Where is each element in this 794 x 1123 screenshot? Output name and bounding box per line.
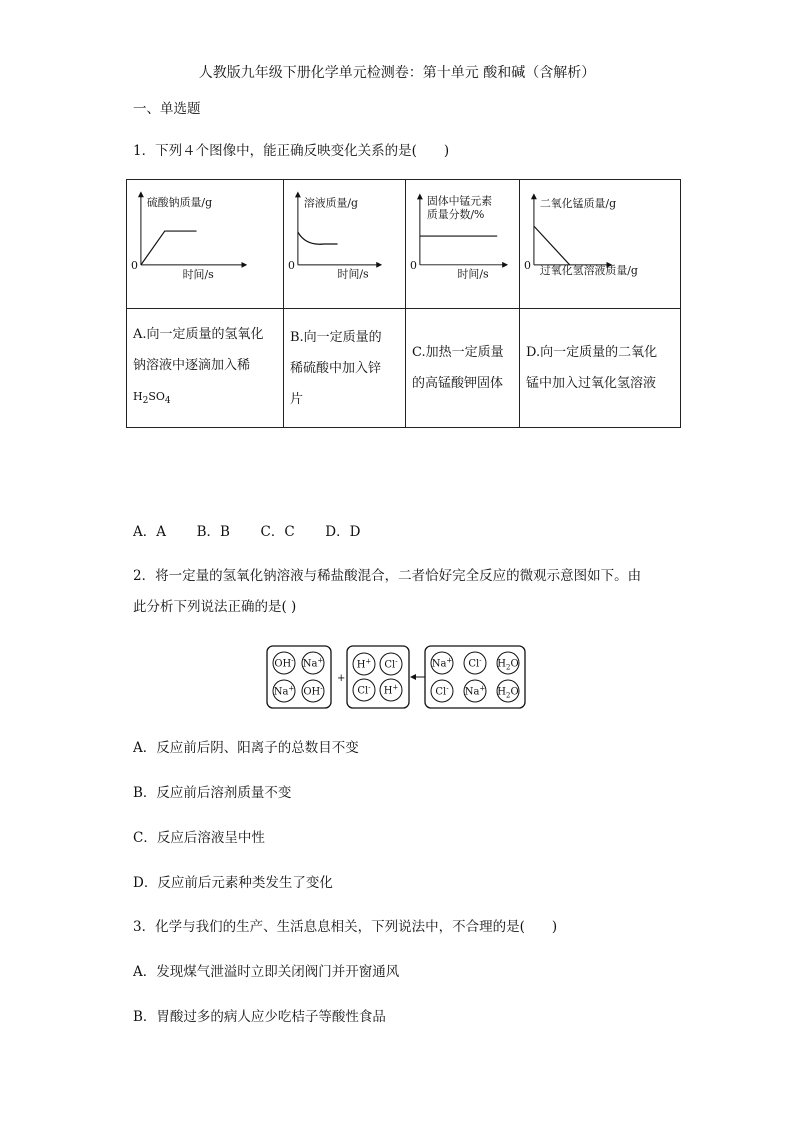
reaction-diagram xyxy=(265,644,527,710)
cell-c-line2: 的高锰酸钾固体 xyxy=(412,376,504,391)
hcl-ions xyxy=(353,653,402,701)
q2-option-b[interactable]: B．反应前后溶剂质量不变 xyxy=(133,785,292,801)
ion-label: OH- xyxy=(303,684,323,698)
ion-label: Cl- xyxy=(384,657,398,671)
plus-sign: + xyxy=(337,673,346,684)
graph-b-ylabel: 溶液质量/g xyxy=(303,196,359,210)
ion-label: Na+ xyxy=(273,684,295,698)
q1-option-c[interactable]: C．C xyxy=(260,524,295,540)
product-ions xyxy=(431,652,519,702)
ion-label: OH- xyxy=(274,656,294,670)
graph-a-xlabel: 时间/s xyxy=(182,267,214,281)
q3-option-b[interactable]: B．胃酸过多的病人应少吃桔子等酸性食品 xyxy=(133,1009,386,1025)
graph-c xyxy=(406,180,519,308)
graph-b-origin: 0 xyxy=(287,258,295,272)
graph-c-ylabel: 固体中锰元素 xyxy=(426,194,493,208)
q2-option-c[interactable]: C．反应后溶液呈中性 xyxy=(133,830,265,846)
graph-b-curve xyxy=(298,232,338,244)
graph-a-ylabel: 硫酸钠质量/g xyxy=(146,196,213,210)
ion-label: Na+ xyxy=(302,656,324,670)
cell-a-line1: A.向一定质量的氢氧化 xyxy=(133,326,264,342)
graph-b-cell xyxy=(284,180,406,309)
graph-c-origin: 0 xyxy=(409,258,417,272)
cell-b-line3: 片 xyxy=(290,391,304,407)
q3-option-a[interactable]: A．发现煤气泄溢时立即关闭阀门并开窗通风 xyxy=(133,964,400,980)
q1-option-d[interactable]: D．D xyxy=(325,524,361,540)
naoh-ions xyxy=(273,652,324,702)
ion-label: H+ xyxy=(356,657,372,671)
cell-c-line1: C.加热一定质量 xyxy=(412,345,504,360)
cell-c xyxy=(406,309,520,428)
q1-option-b[interactable]: B．B xyxy=(196,524,230,540)
graph-b xyxy=(284,180,405,308)
graph-d-origin: 0 xyxy=(523,258,531,272)
graph-d-cell xyxy=(520,180,681,309)
cell-b xyxy=(284,309,406,428)
ion-label: $H_2O$ xyxy=(497,658,519,672)
graph-d-ylabel: 二氧化锰质量/g xyxy=(539,197,617,211)
cell-d-line2: 锰中加入过氧化氢溶液 xyxy=(526,376,657,391)
ion-label: Cl- xyxy=(357,683,371,697)
cell-a xyxy=(127,309,284,428)
ion-label: Cl- xyxy=(435,684,449,698)
graph-a-cell xyxy=(127,180,284,309)
graph-c-xlabel: 时间/s xyxy=(457,267,489,281)
cell-b-line1: B.向一定质量的 xyxy=(290,329,382,345)
q2-option-d[interactable]: D．反应前后元素种类发生了变化 xyxy=(133,875,333,891)
question-2-stem-line1: 2．将一定量的氢氧化钠溶液与稀盐酸混合，二者恰好完全反应的微观示意图如下。由 xyxy=(133,568,642,584)
cell-b-line2: 稀硫酸中加入锌 xyxy=(290,360,382,376)
graph-b-xlabel: 时间/s xyxy=(337,267,369,281)
graph-c-cell xyxy=(406,180,520,309)
question-3-stem: 3．化学与我们的生产、生活息息相关，下列说法中，不合理的是( ) xyxy=(133,919,558,935)
graph-a-curve xyxy=(141,231,197,265)
section-heading: 一、单选题 xyxy=(133,101,201,117)
graph-a-origin: 0 xyxy=(130,258,138,272)
question-1-options xyxy=(133,522,360,542)
q1-option-a[interactable]: A．A xyxy=(133,524,166,540)
cell-d-line1: D.向一定质量的二氧化 xyxy=(526,345,658,360)
graph-a xyxy=(127,180,283,308)
hcl-box xyxy=(347,646,409,708)
graph-c-ylabel2: 质量分数/% xyxy=(426,208,485,222)
ion-label: $H_2O$ xyxy=(497,686,519,700)
question-1-table xyxy=(126,179,681,428)
graph-d-xlabel: 过氧化氢溶液质量/g xyxy=(539,263,638,277)
graph-d xyxy=(520,180,680,308)
ion-label: Na+ xyxy=(464,684,486,698)
question-2-stem-line2: 此分析下列说法正确的是( ) xyxy=(133,599,297,615)
ion-label: H+ xyxy=(383,683,399,697)
cell-a-line2: 钠溶液中逐滴加入稀 xyxy=(133,357,251,373)
ion-label: Na+ xyxy=(431,656,453,670)
cell-d xyxy=(520,309,681,428)
q2-option-a[interactable]: A．反应前后阴、阳离子的总数目不变 xyxy=(133,740,359,756)
document-title: 人教版九年级下册化学单元检测卷：第十单元 酸和碱（含解析） xyxy=(198,65,596,81)
cell-a-line3: $H_2SO_4$ xyxy=(133,389,171,407)
graph-d-curve xyxy=(534,226,570,265)
question-1-stem: 1．下列４个图像中，能正确反映变化关系的是( ) xyxy=(133,143,450,159)
ion-label: Cl- xyxy=(468,656,482,670)
